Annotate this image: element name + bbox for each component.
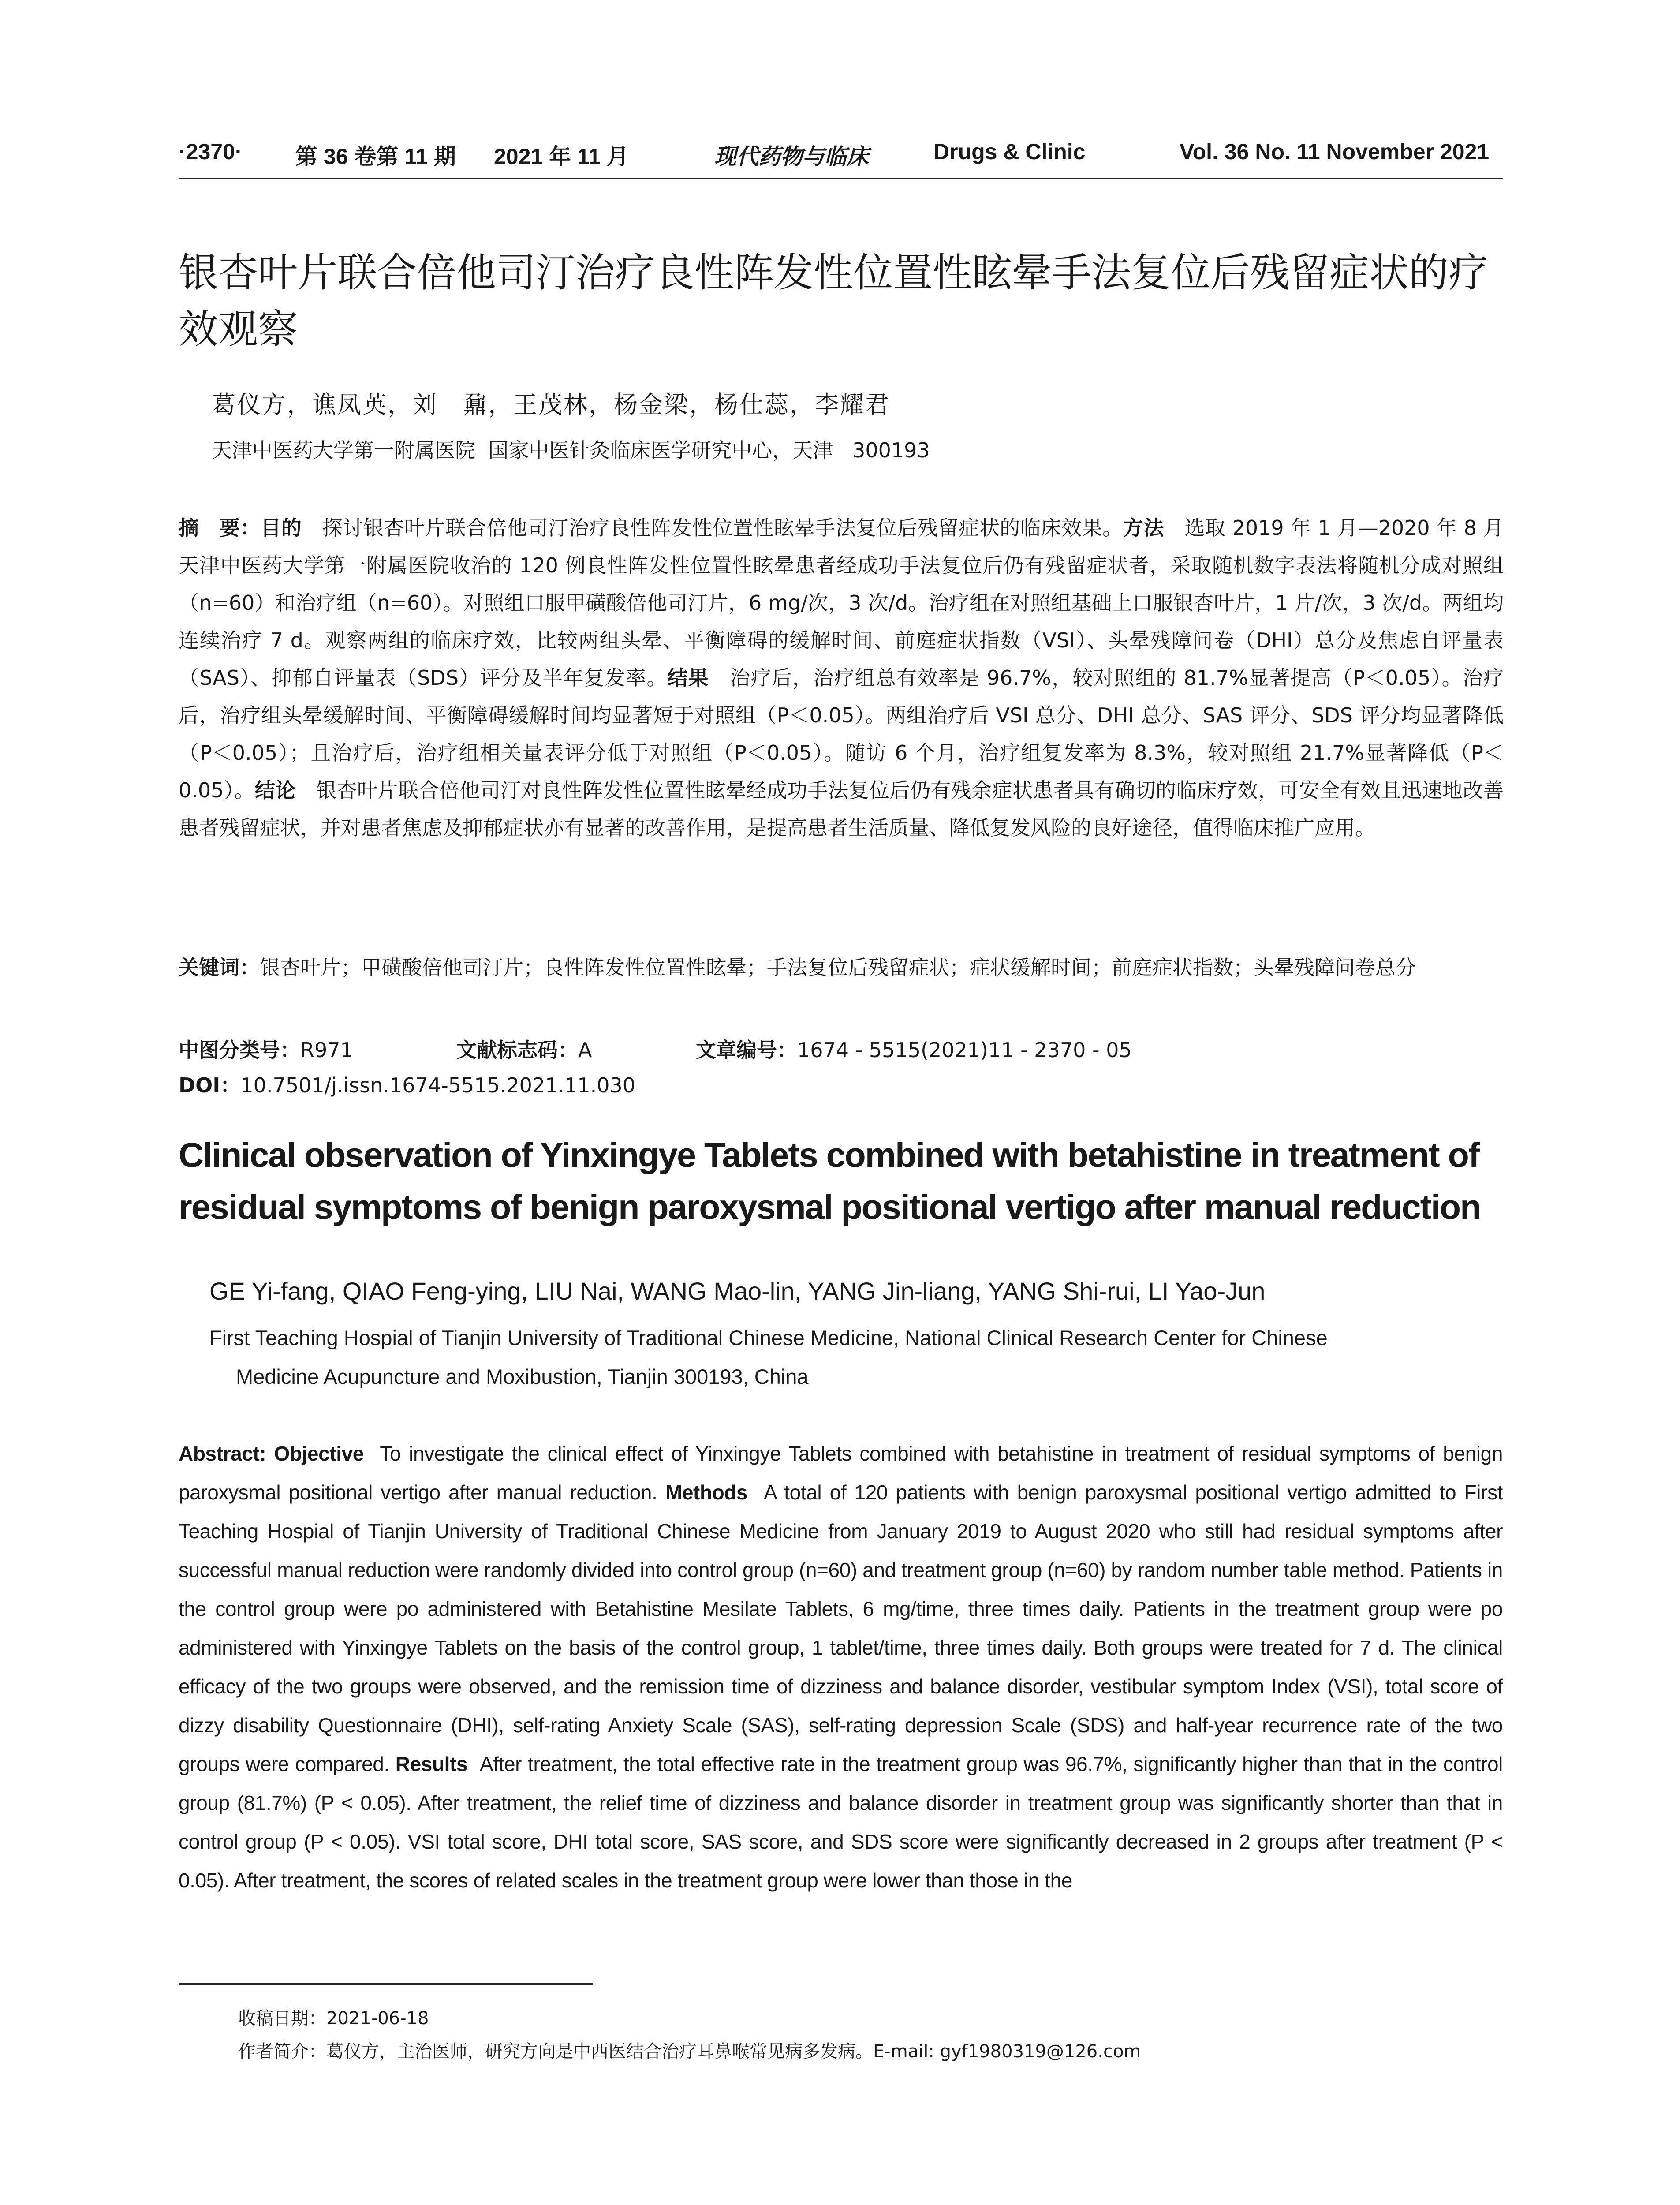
header-issue-en: Vol. 36 No. 11 November 2021 <box>1180 139 1490 164</box>
en-title: Clinical observation of Yinxingye Tablets combined with betahistine in treatment of residual symptoms of benign paroxysmal positional vertigo after manual reduction <box>179 1135 1481 1226</box>
header-issue-cn: 第 36 卷第 11 期 <box>295 144 456 169</box>
footnote-received: 收稿日期：2021-06-18 <box>238 2008 429 2029</box>
cn-doc-code-value: A <box>578 1038 592 1062</box>
cn-conclusion-label: 结论 <box>254 778 296 802</box>
header-date-cn: 2021 年 11 月 <box>494 144 629 169</box>
header-journal-cn: 现代药物与临床 <box>714 143 869 169</box>
cn-affiliation: 天津中医药大学第一附属医院 国家中医针灸临床医学研究中心，天津 300193 <box>212 438 930 462</box>
cn-abstract-label: 摘 要： <box>179 516 261 540</box>
en-methods: A total of 120 patients with benign paroxysmal positional vertigo admitted to First Teaching Hospial of Tianjin University of Traditional Chinese Medicine from January 2019 to August 2020 who still had residual symptoms after successful manual reduction were randomly divided into control group (n=60) and treatment group (n=60) by random number table method. Patients in the control group were po administered with Betahistine Mesilate Tablets, 6 mg/time, three times daily. Patients in the treatment group were po administered with Yinxingye Tablets on the basis of the control group, 1 tablet/time, three times daily. Both groups were treated for 7 d. The clinical efficacy of the two groups were observed, and the remission time of dizziness and balance disorder, vestibular symptom Index (VSI), total score of dizzy disability Questionnaire (DHI), self-rating Anxiety Scale (SAS), self-rating depression Scale (SDS) and half-year recurrence rate of the two groups were compared. <box>179 1481 1503 1775</box>
cn-article-no-label: 文章编号： <box>696 1038 797 1062</box>
cn-keywords <box>179 949 1504 987</box>
cn-article-no <box>696 1034 1132 1063</box>
cn-abstract <box>179 509 1504 847</box>
en-affiliation <box>209 1319 1504 1396</box>
cn-keywords-label: 关键词： <box>179 956 260 979</box>
cn-conclusion: 银杏叶片联合倍他司汀对良性阵发性位置性眩晕经成功手法复位后仍有残余症状患者具有确切的临床疗效，可安全有效且迅速地改善患者残留症状，并对患者焦虑及抑郁症状亦有显著的改善作用，是提高患者生活质量、降低复发风险的良好途径，值得临床推广应用。 <box>179 778 1504 840</box>
en-abstract-label: Abstract: <box>179 1442 266 1465</box>
en-results: After treatment, the total effective rate in the treatment group was 96.7%, significantly higher than that in the control group (81.7%) (P < 0.05). After treatment, the relief time of dizziness and balance disorder in treatment group was significantly shorter than that in control group (P < 0.05). VSI total score, DHI total score, SAS score, and SDS score were significantly decreased in 2 groups after treatment (P < 0.05). After treatment, the scores of related scales in the treatment group were lower than those in the <box>179 1753 1503 1892</box>
cn-authors: 葛仪方，谯凤英，刘 鼐，王茂林，杨金梁，杨仕蕊，李耀君 <box>212 391 890 419</box>
cn-methods: 选取 2019 年 1 月—2020 年 8 月天津中医药大学第一附属医院收治的 120 例良性阵发性位置性眩晕患者经成功手法复位后仍有残留症状者，采取随机数字表法将随机分成对照组（n=60）和治疗组（n=60）。对照组口服甲磺酸倍他司汀片，6 mg/次，3 次/d。治疗组在对照组基础上口服银杏叶片，1 片/次，3 次/d。两组均连续治疗 7 d。观察两组的临床疗效，比较两组头晕、平衡障碍的缓解时间、前庭症状指数（VSI）、头晕残障问卷（DHI）总分及焦虑自评量表（SAS）、抑郁自评量表（SDS）评分及半年复发率。 <box>179 516 1504 690</box>
cn-clc-label: 中图分类号： <box>179 1038 300 1062</box>
header-page-number: ·2370· <box>179 139 243 164</box>
cn-objective: 探讨银杏叶片联合倍他司汀治疗良性阵发性位置性眩晕手法复位后残留症状的临床效果。 <box>322 516 1123 540</box>
cn-results: 治疗后，治疗组总有效率是 96.7%，较对照组的 81.7%显著提高（P＜0.05）。治疗后，治疗组头晕缓解时间、平衡障碍缓解时间均显著短于对照组（P＜0.05）。两组治疗后 VSI 总分、DHI 总分、SAS 评分、SDS 评分均显著降低（P＜0.05）；且治疗后，治疗组相关量表评分低于对照组（P＜0.05）。随访 6 个月，治疗组复发率为 8.3%，较对照组 21.7%显著降低（P＜0.05）。 <box>179 666 1504 802</box>
en-authors: GE Yi-fang, QIAO Feng-ying, LIU Nai, WANG Mao-lin, YANG Jin-liang, YANG Shi-rui, LI Yao-Jun <box>209 1277 1266 1305</box>
cn-results-label: 结果 <box>667 666 709 690</box>
cn-clc-value: R971 <box>300 1038 353 1062</box>
en-methods-label: Methods <box>665 1481 748 1504</box>
cn-doi <box>179 1069 635 1099</box>
cn-title: 银杏叶片联合倍他司汀治疗良性阵发性位置性眩晕手法复位后残留症状的疗效观察 <box>179 250 1488 352</box>
cn-keywords-text: 银杏叶片；甲磺酸倍他司汀片；良性阵发性位置性眩晕；手法复位后残留症状；症状缓解时间；前庭症状指数；头晕残障问卷总分 <box>260 956 1416 979</box>
cn-doi-value: 10.7501/j.issn.1674-5515.2021.11.030 <box>240 1073 636 1097</box>
cn-doi-label: DOI： <box>179 1073 241 1097</box>
cn-objective-label: 目的 <box>261 516 302 540</box>
cn-methods-label: 方法 <box>1123 516 1164 540</box>
cn-doc-code <box>456 1034 592 1063</box>
cn-clc <box>179 1034 353 1063</box>
header-rule <box>179 178 1503 179</box>
header-journal-en: Drugs & Clinic <box>933 139 1086 164</box>
cn-doc-code-label: 文献标志码： <box>456 1038 578 1062</box>
cn-article-no-value: 1674 - 5515(2021)11 - 2370 - 05 <box>797 1038 1132 1062</box>
en-abstract <box>179 1434 1503 1900</box>
en-objective: To investigate the clinical effect of Yinxingye Tablets combined with betahistine in treatment of residual symptoms of benign paroxysmal positional vertigo after manual reduction. <box>179 1442 1503 1504</box>
en-affiliation-line-1: First Teaching Hospial of Tianjin University of Traditional Chinese Medicine, National Clinical Research Center for Chinese <box>209 1326 1328 1349</box>
footnote-author-bio: 作者简介：葛仪方，主治医师，研究方向是中西医结合治疗耳鼻喉常见病多发病。E-mail: gyf1980319@126.com <box>238 2041 1141 2062</box>
en-results-label: Results <box>395 1753 468 1775</box>
en-objective-label: Objective <box>274 1442 364 1465</box>
footnote-rule <box>179 1983 593 1985</box>
en-affiliation-line-2: Medicine Acupuncture and Moxibustion, Tianjin 300193, China <box>236 1365 809 1388</box>
